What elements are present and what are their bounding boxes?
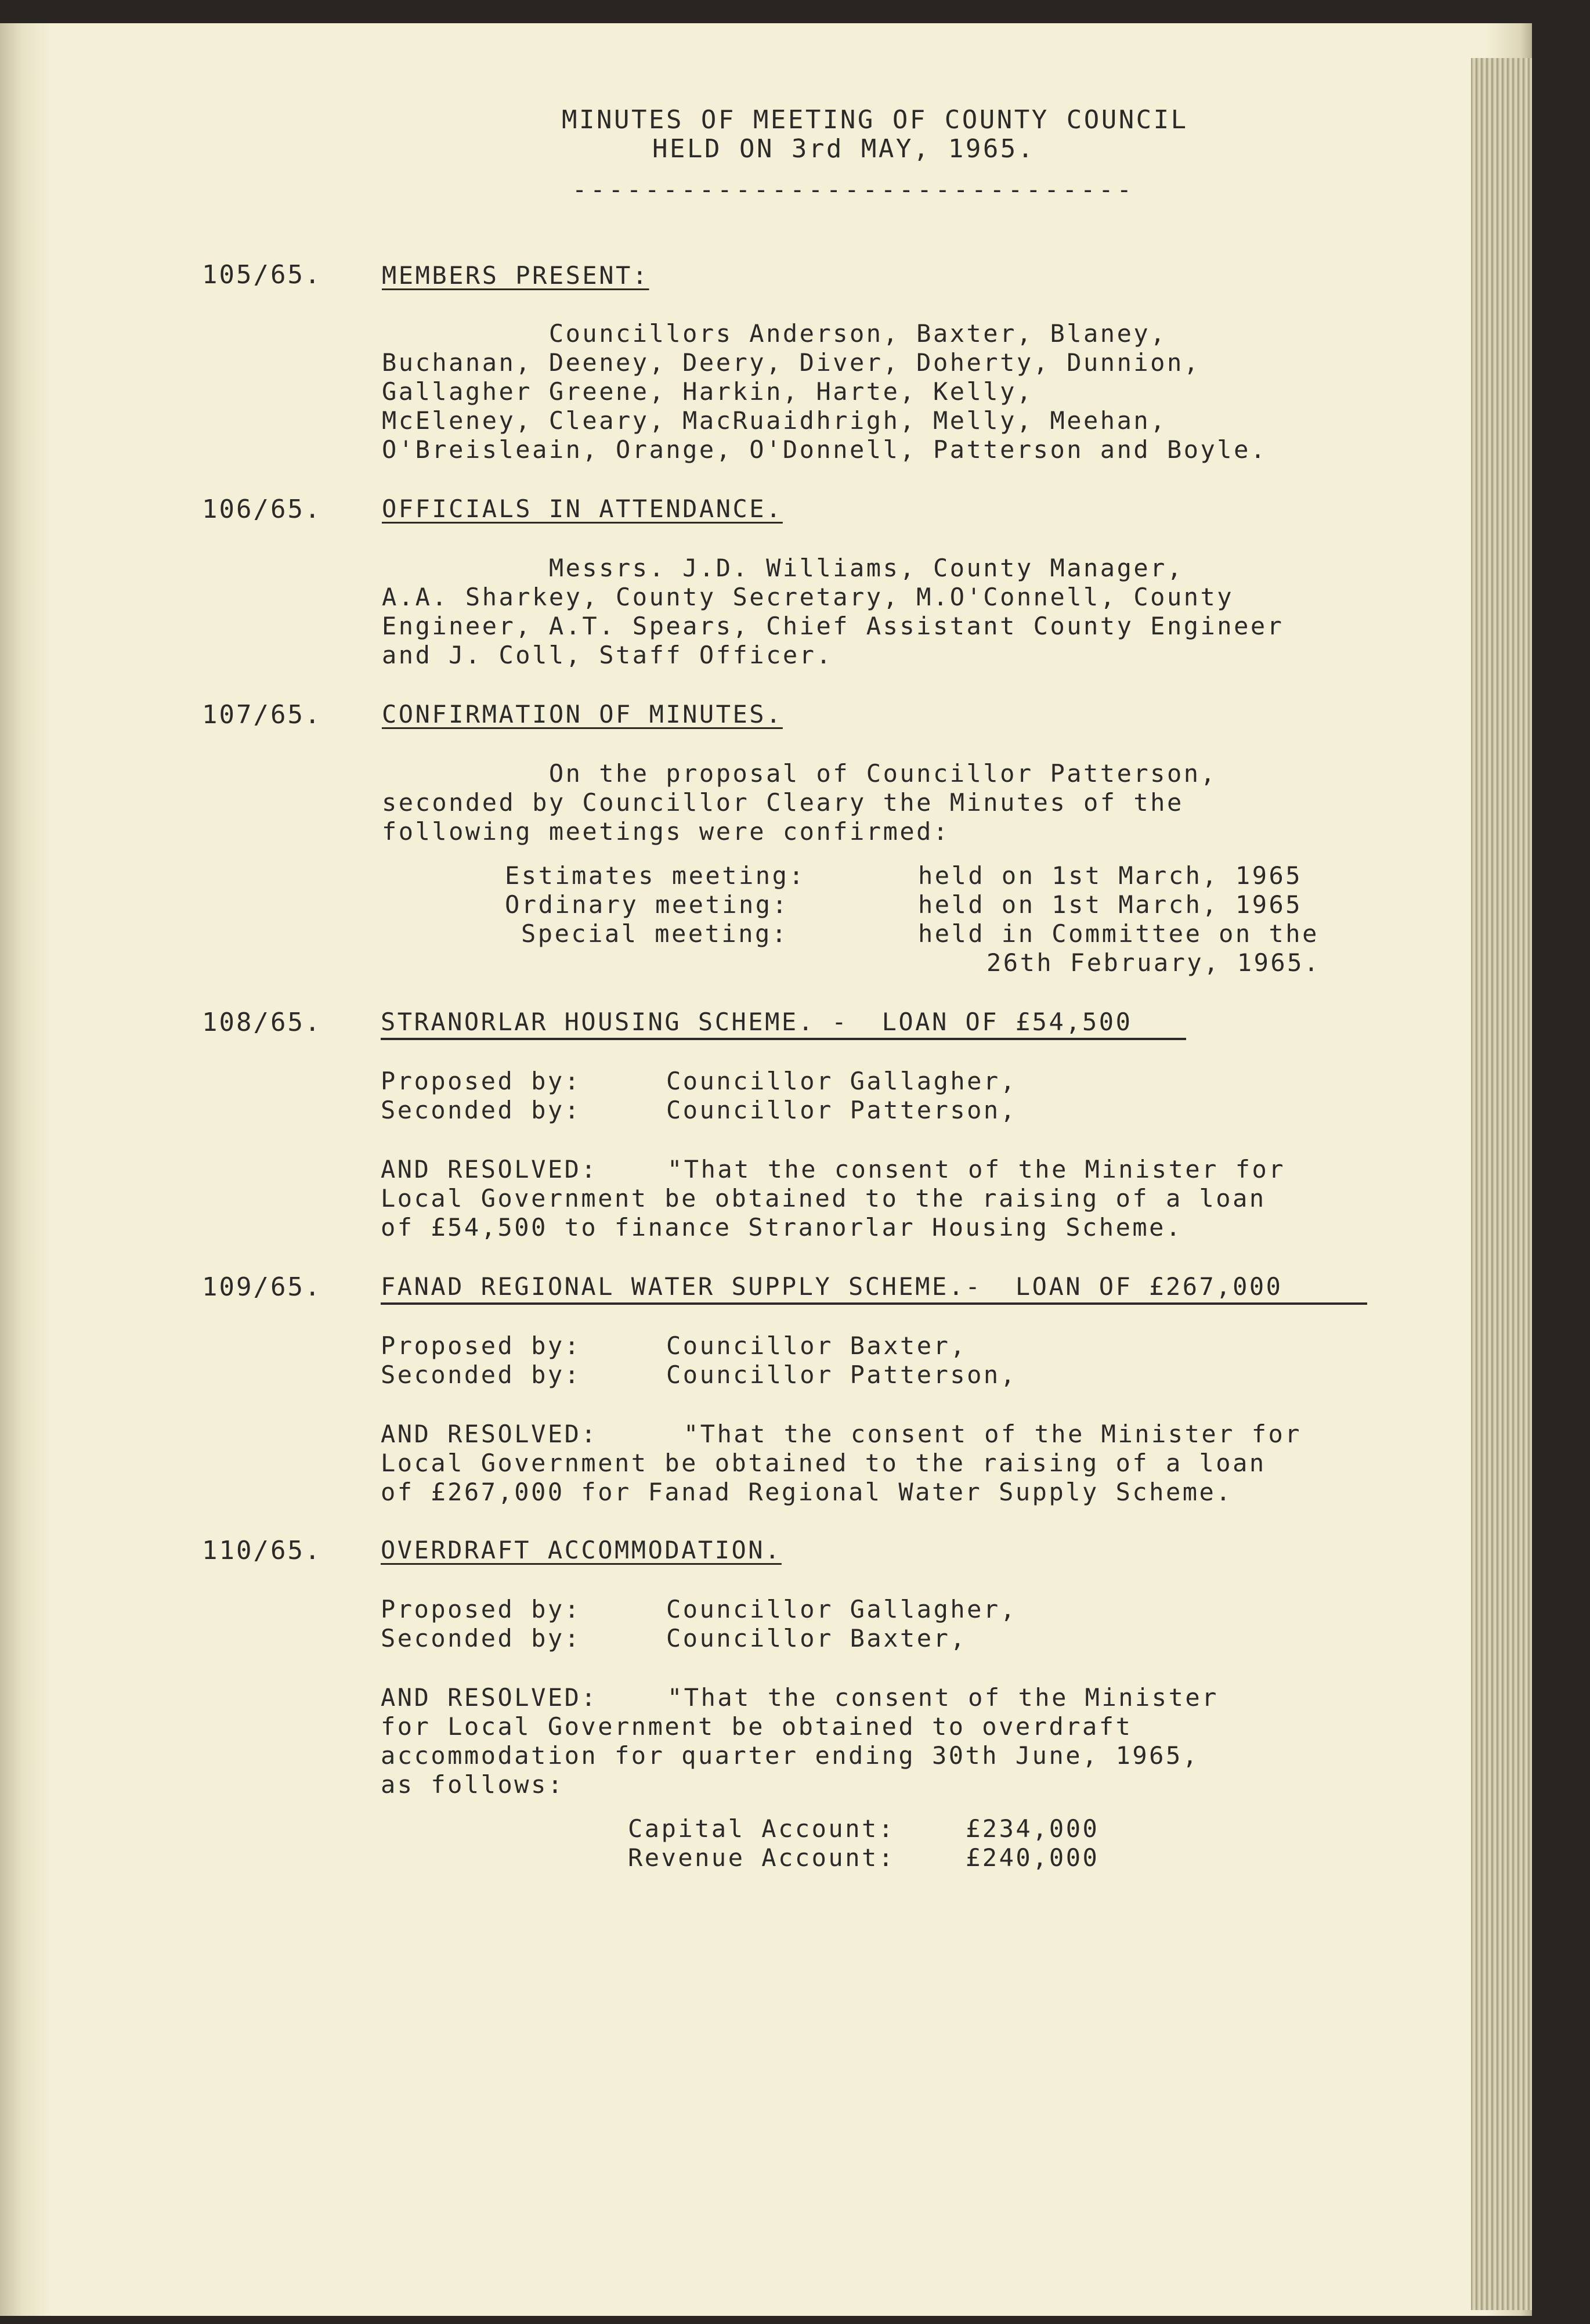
meeting-detail: held in Committee on the: [918, 919, 1319, 948]
resolution-line: of £54,500 to finance Stranorlar Housing Scheme.: [381, 1213, 1183, 1242]
paragraph-line: Buchanan, Deeney, Deery, Diver, Doherty, Dunnion,: [382, 348, 1201, 377]
resolved-label: AND RESOLVED:: [381, 1420, 598, 1448]
resolved-label: AND RESOLVED:: [381, 1683, 598, 1712]
paragraph-line: Messrs. J.D. Williams, County Manager,: [382, 554, 1184, 582]
title-divider: -------------------------------: [572, 175, 1135, 204]
paragraph-line: McEleney, Cleary, MacRuaidhrigh, Melly, Meehan,: [382, 406, 1167, 435]
resolved-label: AND RESOLVED:: [381, 1155, 598, 1183]
resolution-line: of £267,000 for Fanad Regional Water Supply Scheme.: [381, 1478, 1233, 1506]
proposed-by: Councillor Gallagher,: [666, 1067, 1017, 1095]
document-page: [0, 23, 1532, 2316]
resolution-line: for Local Government be obtained to overdraft: [381, 1712, 1133, 1741]
item-number: 109/65.: [202, 1272, 322, 1302]
item-heading: STRANORLAR HOUSING SCHEME. - LOAN OF £54,500: [381, 1008, 1133, 1036]
account-name: Capital Account:: [628, 1814, 895, 1843]
item-heading: OVERDRAFT ACCOMMODATION.: [381, 1536, 782, 1564]
page-edges: [1471, 58, 1532, 2310]
proposed-label: Proposed by:: [381, 1331, 581, 1360]
item-number: 110/65.: [202, 1536, 322, 1565]
seconded-label: Seconded by:: [381, 1096, 581, 1124]
resolution-line: as follows:: [381, 1770, 565, 1799]
paragraph-line: Councillors Anderson, Baxter, Blaney,: [382, 319, 1167, 348]
item-number: 106/65.: [202, 495, 322, 524]
meeting-name: Estimates meeting:: [505, 861, 806, 890]
heading-underline: [381, 1038, 1186, 1040]
item-heading: MEMBERS PRESENT:: [382, 261, 649, 290]
resolution-line: "That the consent of the Minister: [667, 1683, 1219, 1712]
proposed-by: Councillor Baxter,: [666, 1331, 967, 1360]
proposed-label: Proposed by:: [381, 1595, 581, 1623]
account-amount: £234,000: [966, 1814, 1100, 1843]
paragraph-line: O'Breisleain, Orange, O'Donnell, Patterson and Boyle.: [382, 435, 1267, 464]
paragraph-line: Gallagher Greene, Harkin, Harte, Kelly,: [382, 377, 1034, 406]
seconded-by: Councillor Baxter,: [666, 1624, 967, 1652]
account-amount: £240,000: [966, 1843, 1100, 1872]
paragraph-line: following meetings were confirmed:: [382, 817, 950, 846]
proposed-by: Councillor Gallagher,: [666, 1595, 1017, 1623]
item-number: 105/65.: [202, 260, 322, 290]
paragraph-line: A.A. Sharkey, County Secretary, M.O'Connell, County: [382, 583, 1234, 611]
meeting-detail: held on 1st March, 1965: [918, 890, 1303, 919]
meeting-name: Special meeting:: [521, 919, 789, 948]
proposed-label: Proposed by:: [381, 1067, 581, 1095]
meeting-name: Ordinary meeting:: [505, 890, 789, 919]
account-name: Revenue Account:: [628, 1843, 895, 1872]
seconded-by: Councillor Patterson,: [666, 1096, 1017, 1124]
item-number: 107/65.: [202, 700, 322, 730]
paragraph-line: and J. Coll, Staff Officer.: [382, 641, 833, 669]
seconded-by: Councillor Patterson,: [666, 1361, 1017, 1389]
paragraph-line: seconded by Councillor Cleary the Minutes of the: [382, 788, 1184, 817]
resolution-line: accommodation for quarter ending 30th June, 1965,: [381, 1741, 1199, 1770]
item-heading: FANAD REGIONAL WATER SUPPLY SCHEME.- LOAN OF £267,000: [381, 1272, 1283, 1301]
resolution-line: Local Government be obtained to the raising of a loan: [381, 1449, 1266, 1477]
resolution-line: "That the consent of the Minister for: [684, 1420, 1302, 1448]
item-heading: CONFIRMATION OF MINUTES.: [382, 700, 783, 728]
item-number: 108/65.: [202, 1008, 322, 1037]
heading-underline: [381, 1302, 1367, 1305]
paragraph-line: Engineer, A.T. Spears, Chief Assistant County Engineer: [382, 612, 1284, 640]
resolution-line: Local Government be obtained to the raising of a loan: [381, 1184, 1266, 1212]
paragraph-line: On the proposal of Councillor Patterson,: [382, 759, 1217, 788]
meeting-detail: held on 1st March, 1965: [918, 861, 1303, 890]
seconded-label: Seconded by:: [381, 1624, 581, 1652]
item-heading: OFFICIALS IN ATTENDANCE.: [382, 495, 783, 523]
title-line-2: HELD ON 3rd MAY, 1965.: [652, 134, 1035, 164]
seconded-label: Seconded by:: [381, 1361, 581, 1389]
meeting-detail-tail: 26th February, 1965.: [986, 948, 1321, 977]
resolution-line: "That the consent of the Minister for: [667, 1155, 1286, 1183]
title-line-1: MINUTES OF MEETING OF COUNTY COUNCIL: [562, 105, 1188, 135]
